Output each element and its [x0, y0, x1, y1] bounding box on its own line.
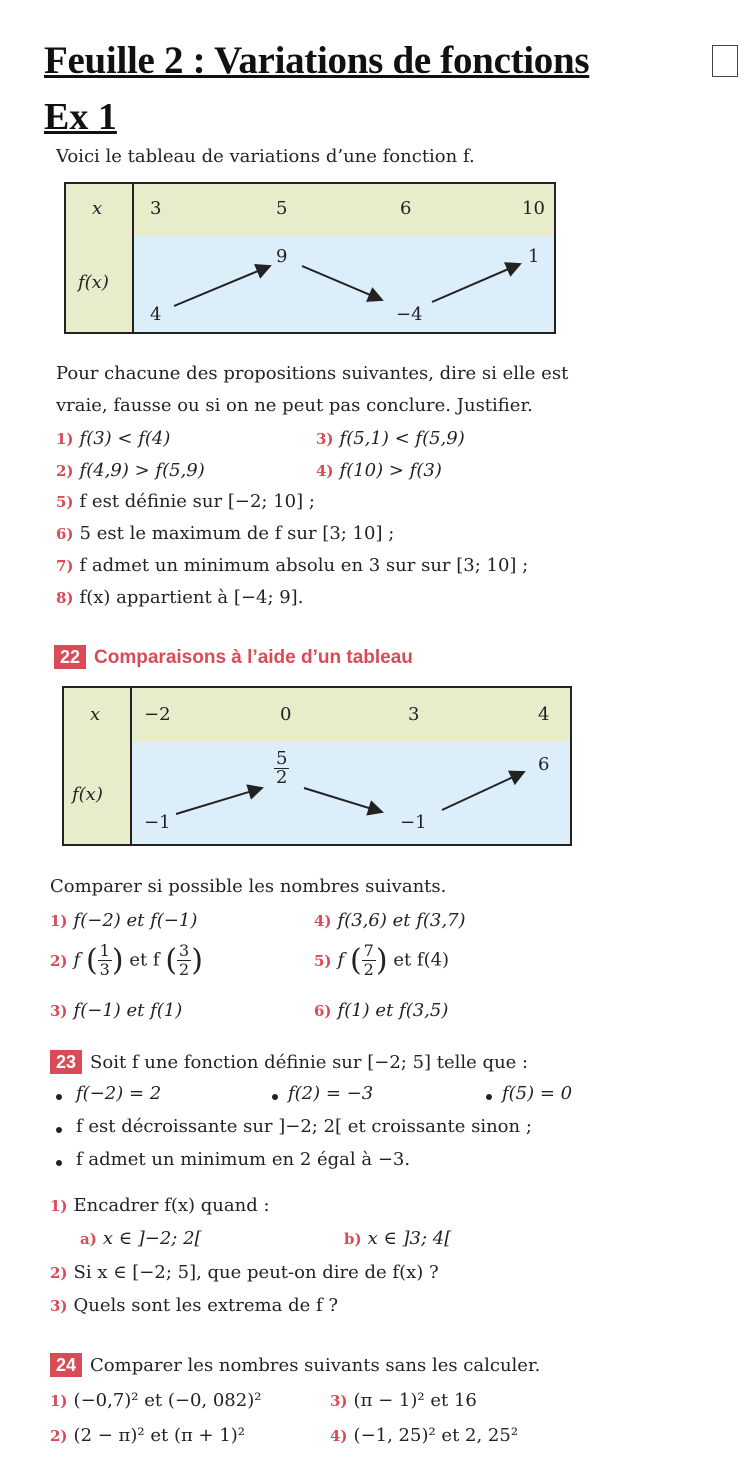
- ex22-max-fraction: $\frac{5}{2}$: [276, 748, 288, 788]
- decreasing-arrow: [302, 266, 382, 300]
- checkbox-icon: [712, 45, 738, 77]
- ex22-item: 1) f(−2) et f(−1): [50, 910, 198, 931]
- ex24-item: 3) (π − 1)² et 16: [330, 1390, 477, 1411]
- ex22-number-badge: 22: [54, 645, 86, 669]
- ex22-x-value: −2: [144, 704, 171, 725]
- ex22-variation-table: [62, 686, 572, 846]
- increasing-arrow: [176, 788, 262, 814]
- ex23-subquestion: a) x ∈ ]−2; 2[: [80, 1228, 202, 1249]
- ex22-item: 3) f(−1) et f(1): [50, 1000, 183, 1021]
- ex22-prompt: Comparer si possible les nombres suivants.: [50, 876, 447, 897]
- ex1-item: 7) f admet un minimum absolu en 3 sur sur [3; 10] ;: [56, 555, 529, 576]
- ex24-item: 1) (−0,7)² et (−0, 082)²: [50, 1390, 262, 1411]
- bullet-icon: [56, 1094, 62, 1100]
- ex23-question: 2) Si x ∈ [−2; 5], que peut-on dire de f(x) ?: [50, 1262, 439, 1283]
- increasing-arrow: [432, 264, 520, 302]
- ex22-x-label: x: [90, 704, 101, 725]
- ex1-variation-table: [64, 182, 556, 334]
- ex1-x-value: 10: [522, 198, 545, 219]
- ex1-prompt: Pour chacune des propositions suivantes, dire si elle est: [56, 363, 569, 384]
- ex22-item: 4) f(3,6) et f(3,7): [314, 910, 466, 931]
- ex23-condition: f(−2) = 2: [76, 1083, 162, 1104]
- ex1-variation-arrows: [66, 184, 554, 332]
- ex24-number-badge: 24: [50, 1353, 82, 1377]
- ex1-f-value: 1: [528, 246, 540, 267]
- ex23-condition: f(5) = 0: [502, 1083, 573, 1104]
- ex22-heading: [54, 645, 413, 669]
- increasing-arrow: [174, 266, 270, 306]
- ex1-f-value: 4: [150, 304, 162, 325]
- ex1-x-label: x: [92, 198, 103, 219]
- ex22-title: Comparaisons à l’aide d’un tableau: [94, 647, 413, 668]
- ex24-intro: 24 Comparer les nombres suivants sans les calculer.: [50, 1353, 540, 1377]
- ex1-x-value: 6: [400, 198, 412, 219]
- ex22-f-value: 6: [538, 754, 550, 775]
- ex24-item: 4) (−1, 25)² et 2, 25²: [330, 1425, 519, 1446]
- ex1-prompt: vraie, fausse ou si on ne peut pas conclure. Justifier.: [56, 395, 533, 416]
- ex23-condition: f est décroissante sur ]−2; 2[ et croissante sinon ;: [76, 1116, 532, 1137]
- ex23-subquestion: b) x ∈ ]3; 4[: [344, 1228, 452, 1249]
- exercise-heading: Ex 1: [44, 96, 117, 138]
- ex23-number-badge: 23: [50, 1050, 82, 1074]
- ex23-condition: f admet un minimum en 2 égal à −3.: [76, 1149, 411, 1170]
- ex22-x-value: 3: [408, 704, 420, 725]
- bullet-icon: [486, 1094, 492, 1100]
- ex22-variation-arrows: [64, 688, 570, 844]
- ex1-item: 6) 5 est le maximum de f sur [3; 10] ;: [56, 523, 395, 544]
- ex1-x-value: 5: [276, 198, 288, 219]
- ex1-item: 8) f(x) appartient à [−4; 9].: [56, 587, 304, 608]
- ex22-f-value: −1: [144, 812, 171, 833]
- decreasing-arrow: [304, 788, 382, 812]
- ex23-condition: f(2) = −3: [288, 1083, 374, 1104]
- bullet-icon: [272, 1094, 278, 1100]
- ex1-item: 4) f(10) > f(3): [316, 460, 442, 481]
- ex22-item: 2) f ( $\frac{1}{3}$ ) et f ( $\frac{3}{2}$ ): [50, 941, 203, 979]
- bullet-icon: [56, 1127, 62, 1133]
- ex1-intro: Voici le tableau de variations d’une fonction f.: [56, 146, 475, 167]
- ex22-f-value: −1: [400, 812, 427, 833]
- ex24-item: 2) (2 − π)² et (π + 1)²: [50, 1425, 246, 1446]
- ex22-item: 5) f ( $\frac{7}{2}$ ) et f(4): [314, 941, 450, 979]
- ex22-x-value: 4: [538, 704, 550, 725]
- page-title: Feuille 2 : Variations de fonctions: [44, 39, 590, 82]
- ex1-x-value: 3: [150, 198, 162, 219]
- ex1-item: 2) f(4,9) > f(5,9): [56, 460, 205, 481]
- ex23-question: 3) Quels sont les extrema de f ?: [50, 1295, 339, 1316]
- ex22-item: 6) f(1) et f(3,5): [314, 1000, 449, 1021]
- ex1-item: 5) f est définie sur [−2; 10] ;: [56, 491, 315, 512]
- bullet-icon: [56, 1160, 62, 1166]
- ex23-intro: 23 Soit f une fonction définie sur [−2; 5] telle que :: [50, 1050, 528, 1074]
- ex22-x-value: 0: [280, 704, 292, 725]
- ex23-question: 1) Encadrer f(x) quand :: [50, 1195, 270, 1216]
- ex1-item: 3) f(5,1) < f(5,9): [316, 428, 465, 449]
- ex1-item: 1) f(3) < f(4): [56, 428, 171, 449]
- ex1-fx-label: f(x): [78, 272, 109, 293]
- ex22-fx-label: f(x): [72, 784, 103, 805]
- ex1-f-value: −4: [396, 304, 423, 325]
- ex1-f-value: 9: [276, 246, 288, 267]
- increasing-arrow: [442, 772, 524, 810]
